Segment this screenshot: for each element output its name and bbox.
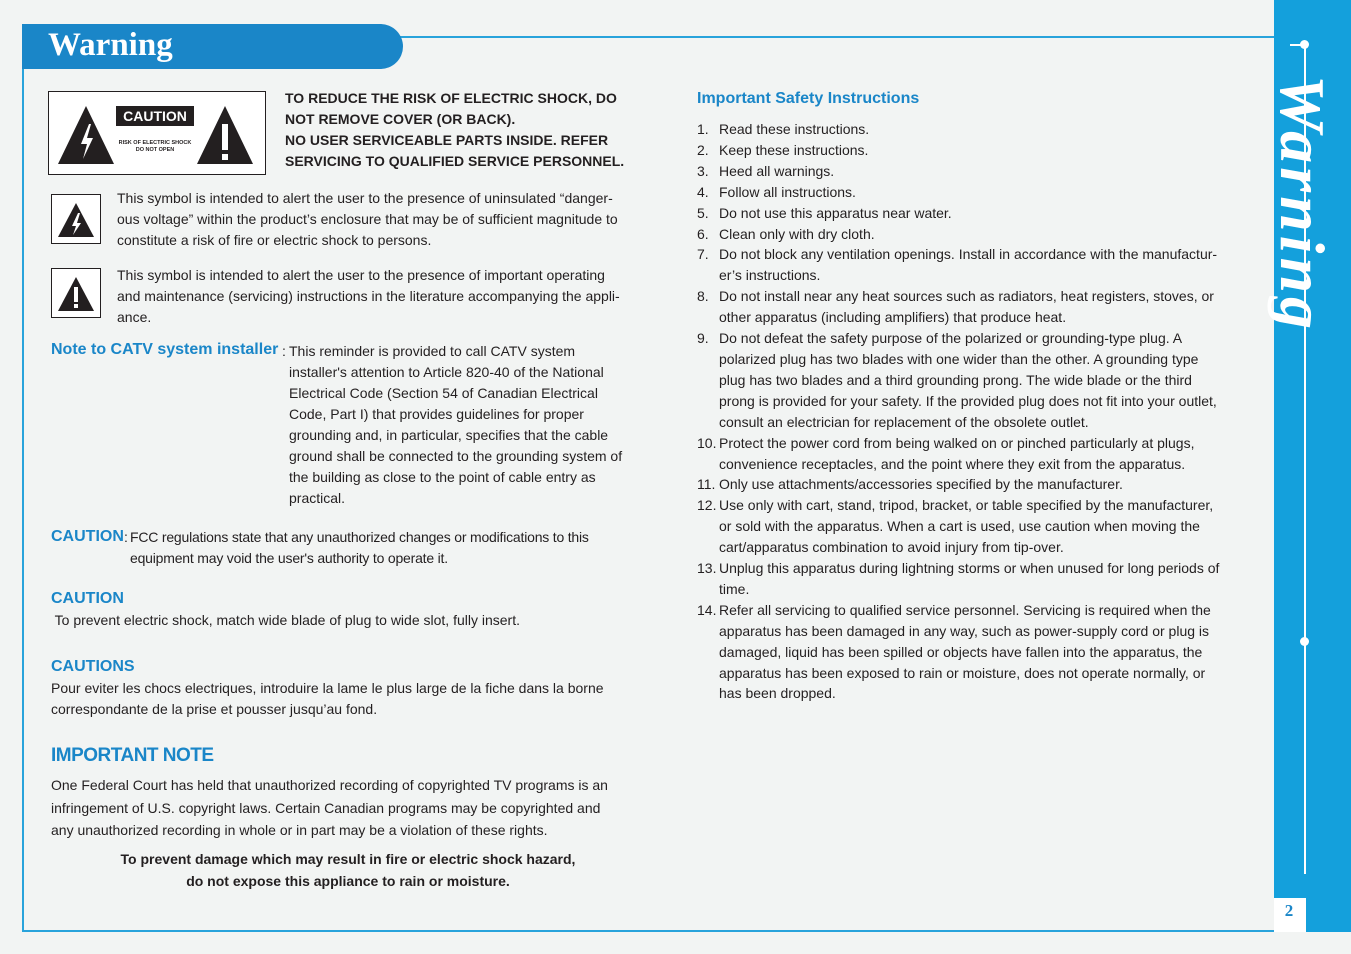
lightning-triangle-icon: [56, 104, 116, 166]
caution-warning-text: [285, 88, 624, 172]
safety-item: [697, 182, 1257, 203]
french-cautions-line1: Pour eviter les chocs electriques, introduire la lame le plus large de la fiche dans la borne: [51, 680, 604, 696]
safety-list: [697, 119, 1257, 704]
french-cautions-label: CAUTIONS: [51, 658, 135, 675]
safety-item: [697, 140, 1257, 161]
safety-item: [697, 161, 1257, 182]
safety-item-line: has been dropped.: [719, 685, 836, 702]
caution-sub-label: [116, 140, 194, 154]
exclamation-symbol-description: [117, 265, 620, 328]
side-dot-top: [1300, 40, 1309, 49]
fcc-caution-colon: :: [124, 529, 128, 545]
safety-item-line: prong is provided for your safety. If the provided plug does not fit into your outlet,: [719, 392, 1217, 409]
fcc-caution-text: [130, 527, 589, 569]
catv-line: This reminder is provided to call CATV system: [289, 343, 576, 359]
safety-item-line: Unplug this apparatus during lightning storms or when unused for long periods of: [719, 560, 1220, 577]
catv-line: ground shall be connected to the grounding system of: [289, 448, 623, 464]
catv-line: the building as close to the point of cable entry as: [289, 469, 596, 485]
safety-item-line: or sold with the apparatus. When a cart is used, use caution when moving the: [719, 518, 1200, 535]
caution-label: CAUTION: [116, 106, 194, 126]
safety-item: [697, 224, 1257, 245]
safety-item-line: Refer all servicing to qualified service personnel. Servicing is required when the: [719, 601, 1211, 618]
safety-item: [697, 119, 1257, 140]
caution-warning-line1: TO REDUCE THE RISK OF ELECTRIC SHOCK, DO: [285, 90, 617, 106]
safety-item-number: 9.: [697, 330, 709, 347]
header-rule: [400, 36, 1274, 38]
safety-item: [697, 433, 1257, 475]
french-cautions-text: [51, 678, 604, 720]
safety-item-number: 4.: [697, 183, 709, 200]
exclamation-triangle-icon: [195, 104, 255, 166]
safety-item-line: consult an electrician for replacement of the obsolete outlet.: [719, 413, 1089, 430]
safety-item-number: 1.: [697, 121, 709, 137]
safety-item: [697, 328, 1257, 433]
safety-item: [697, 203, 1257, 224]
safety-item-line: time.: [719, 580, 750, 597]
symbol1-line2: ous voltage” within the product’s enclosure that may be of sufficient magnitude to: [117, 211, 618, 227]
safety-item-line: polarized plug has two blades with one wider than the other. A grounding type: [719, 350, 1199, 367]
safety-item-line: Keep these instructions.: [719, 141, 869, 158]
important-note-line3: any unauthorized recording in whole or in part may be a violation of these rights.: [51, 822, 548, 838]
symbol2-line3: ance.: [117, 309, 152, 325]
symbol2-line1: This symbol is intended to alert the user to the presence of important operating: [117, 267, 605, 283]
safety-item-number: 3.: [697, 162, 709, 179]
safety-item-number: 14.: [697, 601, 717, 618]
important-note-label: IMPORTANT NOTE: [51, 745, 214, 766]
catv-line: Electrical Code (Section 54 of Canadian Electrical: [289, 385, 598, 401]
safety-item-line: apparatus has been exposed to rain or moisture, does not operate normally, or: [719, 664, 1206, 681]
safety-item: [697, 600, 1257, 705]
safety-item: [697, 286, 1257, 328]
safety-item: [697, 474, 1257, 495]
important-note-line2: infringement of U.S. copyright laws. Certain Canadian programs may be copyrighted and: [51, 799, 601, 816]
safety-item-line: Do not defeat the safety purpose of the polarized or grounding-type plug. A: [719, 330, 1183, 347]
safety-item-line: Do not use this apparatus near water.: [719, 204, 952, 221]
caution-sub-line1: RISK OF ELECTRIC SHOCK: [118, 140, 192, 146]
caution-warning-line2: NOT REMOVE COVER (OR BACK).: [285, 111, 516, 127]
catv-note-text: [289, 341, 622, 509]
frame-bottom-border: [22, 930, 1274, 932]
safety-item-line: other apparatus (including amplifiers) that produce heat.: [719, 309, 1067, 326]
catv-line: practical.: [289, 490, 346, 506]
frame-left-border: [22, 24, 24, 932]
safety-item-line: cart/apparatus combination to avoid injury from tip-over.: [719, 539, 1064, 556]
side-title: [1267, 75, 1348, 334]
safety-item-number: 8.: [697, 288, 709, 305]
symbol1-line1: This symbol is intended to alert the user to the presence of uninsulated “danger-: [117, 190, 613, 206]
fcc-caution-line1: FCC regulations state that any unauthorized changes or modifications to this: [130, 529, 589, 545]
safety-item-line: damaged, liquid has been spilled or objects have fallen into the apparatus, the: [719, 643, 1203, 660]
lightning-symbol-icon: [52, 195, 100, 243]
safety-item-line: convenience receptacles, and the point where they exit from the apparatus.: [719, 455, 1186, 472]
safety-item: [697, 495, 1257, 558]
safety-item-line: plug has two blades and a third grounding prong. The wide blade or the third: [719, 371, 1192, 388]
symbol2-line2: and maintenance (servicing) instructions in the literature accompanying the appli-: [117, 288, 620, 304]
fcc-caution-line2: equipment may void the user's authority to operate it.: [130, 550, 448, 566]
important-note-warning-line1: To prevent damage which may result in fire or electric shock hazard,: [120, 851, 576, 867]
safety-item-number: 7.: [697, 246, 709, 263]
safety-item-line: Read these instructions.: [719, 121, 870, 137]
exclamation-symbol-icon: [52, 269, 100, 317]
important-note-warning-line2: do not expose this appliance to rain or moisture.: [186, 873, 510, 889]
safety-item: [697, 558, 1257, 600]
caution-warning-line4: SERVICING TO QUALIFIED SERVICE PERSONNEL.: [285, 153, 625, 169]
safety-item: [697, 244, 1257, 286]
lightning-symbol-description: [117, 188, 618, 251]
plug-caution-text: To prevent electric shock, match wide blade of plug to wide slot, fully insert.: [51, 612, 520, 628]
safety-item-line: Use only with cart, stand, tripod, bracket, or table specified by the manufacturer,: [719, 497, 1214, 514]
fcc-caution-label: CAUTION: [51, 528, 124, 545]
symbol1-line3: constitute a risk of fire or electric shock to persons.: [117, 232, 432, 248]
safety-item-line: Do not install near any heat sources such as radiators, heat registers, stoves, or: [719, 288, 1214, 305]
catv-line: installer's attention to Article 820-40 of the National: [289, 364, 604, 380]
safety-item-line: Follow all instructions.: [719, 183, 856, 200]
exclamation-symbol-box: [51, 268, 101, 318]
safety-instructions-title: Important Safety Instructions: [697, 90, 920, 107]
lightning-symbol-box: [51, 194, 101, 244]
safety-item-line: Only use attachments/accessories specified by the manufacturer.: [719, 476, 1123, 493]
important-note-text: [51, 774, 608, 842]
page-title: Warning: [48, 27, 173, 63]
plug-caution-label: CAUTION: [51, 590, 124, 607]
catv-line: Code, Part I) that provides guidelines for proper: [289, 406, 584, 422]
safety-item-number: 12.: [697, 497, 717, 514]
safety-item-line: Do not block any ventilation openings. Install in accordance with the manufactur-: [719, 246, 1218, 263]
catv-note-label: Note to CATV system installer: [51, 341, 279, 358]
safety-instructions-list: [697, 119, 1257, 704]
caution-sub-line2: DO NOT OPEN: [135, 147, 175, 153]
caution-warning-line3: NO USER SERVICEABLE PARTS INSIDE. REFER: [285, 132, 609, 148]
safety-item-number: 2.: [697, 141, 709, 158]
safety-item-line: Protect the power cord from being walked on or pinched particularly at plugs,: [719, 434, 1195, 451]
safety-item-number: 10.: [697, 434, 717, 451]
safety-item-number: 6.: [697, 225, 709, 242]
important-note-warning: [51, 848, 645, 892]
safety-item-line: Clean only with dry cloth.: [719, 225, 875, 242]
important-note-line1: One Federal Court has held that unauthorized recording of copyrighted TV programs is an: [51, 777, 608, 793]
side-title-text: Warning: [1267, 75, 1338, 334]
french-cautions-line2: correspondante de la prise et pousser jusqu’au fond.: [51, 701, 378, 717]
safety-item-number: 13.: [697, 560, 717, 577]
safety-item-number: 5.: [697, 204, 709, 221]
safety-item-line: er’s instructions.: [719, 267, 821, 284]
page-number: 2: [1284, 901, 1294, 920]
side-dot-bottom: [1300, 637, 1309, 646]
safety-item-number: 11.: [697, 476, 716, 493]
catv-line: grounding and, in particular, specifies that the cable: [289, 427, 609, 443]
safety-item-line: apparatus has been damaged in any way, such as power-supply cord or plug is: [719, 622, 1210, 639]
safety-item-line: Heed all warnings.: [719, 162, 835, 179]
catv-note-colon: :: [282, 343, 286, 359]
